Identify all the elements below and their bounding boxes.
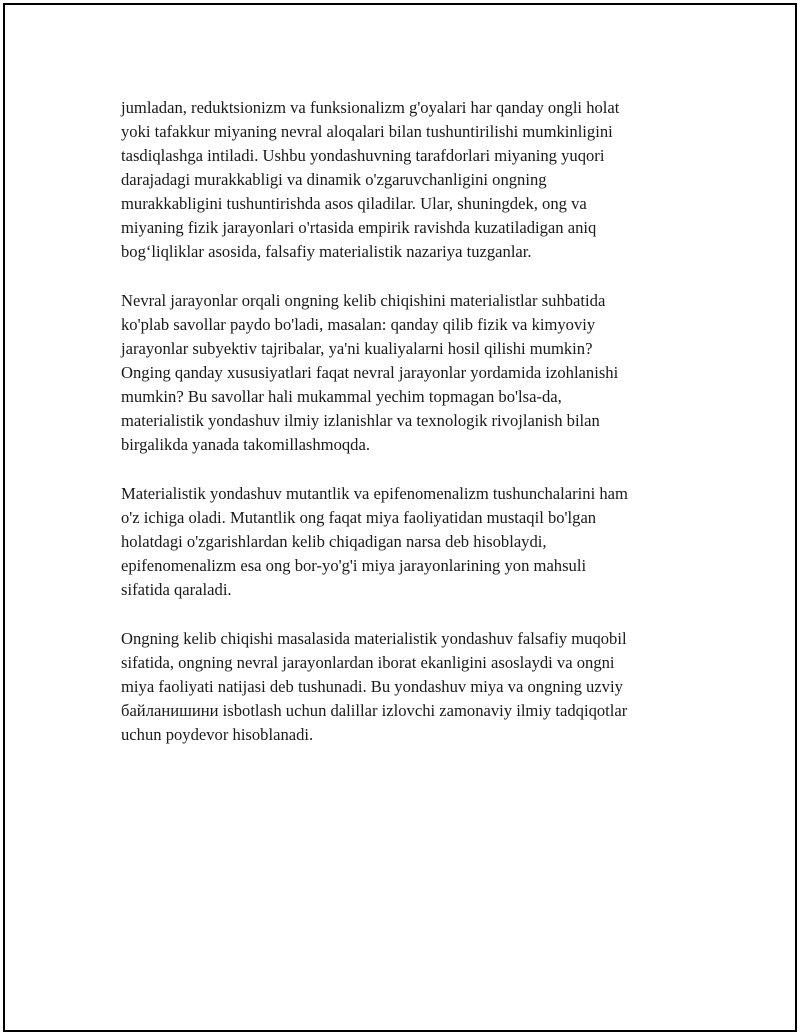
document-body (121, 96, 706, 772)
page-frame (3, 3, 797, 1032)
paragraph-3: Materialistik yondashuv mutantlik va epifenomenalizm tushunchalarini ham o'z ichiga oladi. Mutantlik ong faqat miya faoliyatidan mustaqil bo'lgan holatdagi o'zgarishlardan kelib chiqadigan narsa deb hisoblaydi, epifenomenalizm esa ong bor-yo'g'i miya jarayonlarining yon mahsuli sifatida qaraladi. (121, 484, 628, 599)
paragraph-2: Nevral jarayonlar orqali ongning kelib chiqishini materialistlar suhbatida ko'plab savollar paydo bo'ladi, masalan: qanday qilib fizik va kimyoviy jarayonlar subyektiv tajribalar, ya'ni kualiyalarni hosil qilishi mumkin? Onging qanday xususiyatlari faqat nevral jarayonlar yordamida izohlanishi mumkin? Bu savollar hali mukammal yechim topmagan bo'lsa-da, materialistik yondashuv ilmiy izlanishlar va texnologik rivojlanish bilan birgalikda yanada takomillashmoqda. (121, 291, 619, 454)
paragraph-4: Ongning kelib chiqishi masalasida materialistik yondashuv falsafiy muqobil sifatida, ongning nevral jarayonlardan iborat ekanligini asoslaydi va ongni miya faoliyati natijasi deb tushunadi. Bu yondashuv miya va ongning uzviy байланишини isbotlash uchun dalillar izlovchi zamonaviy ilmiy tadqiqotlar uchun poydevor hisoblanadi. (121, 629, 628, 744)
paragraph-1: jumladan, reduktsionizm va funksionalizm g'oyalari har qanday ongli holat yoki tafakkur miyaning nevral aloqalari bilan tushuntirilishi mumkinligini tasdiqlashga intiladi. Ushbu yondashuvning tarafdorlari miyaning yuqori darajadagi murakkabligi va dinamik o'zgaruvchanligini ongning murakkabligini tushuntirishda asos qiladilar. Ular, shuningdek, ong va miyaning fizik jarayonlari o'rtasida empirik ravishda kuzatiladigan aniq bog‘liqliklar asosida, falsafiy materialistik nazariya tuzganlar. (121, 98, 620, 261)
